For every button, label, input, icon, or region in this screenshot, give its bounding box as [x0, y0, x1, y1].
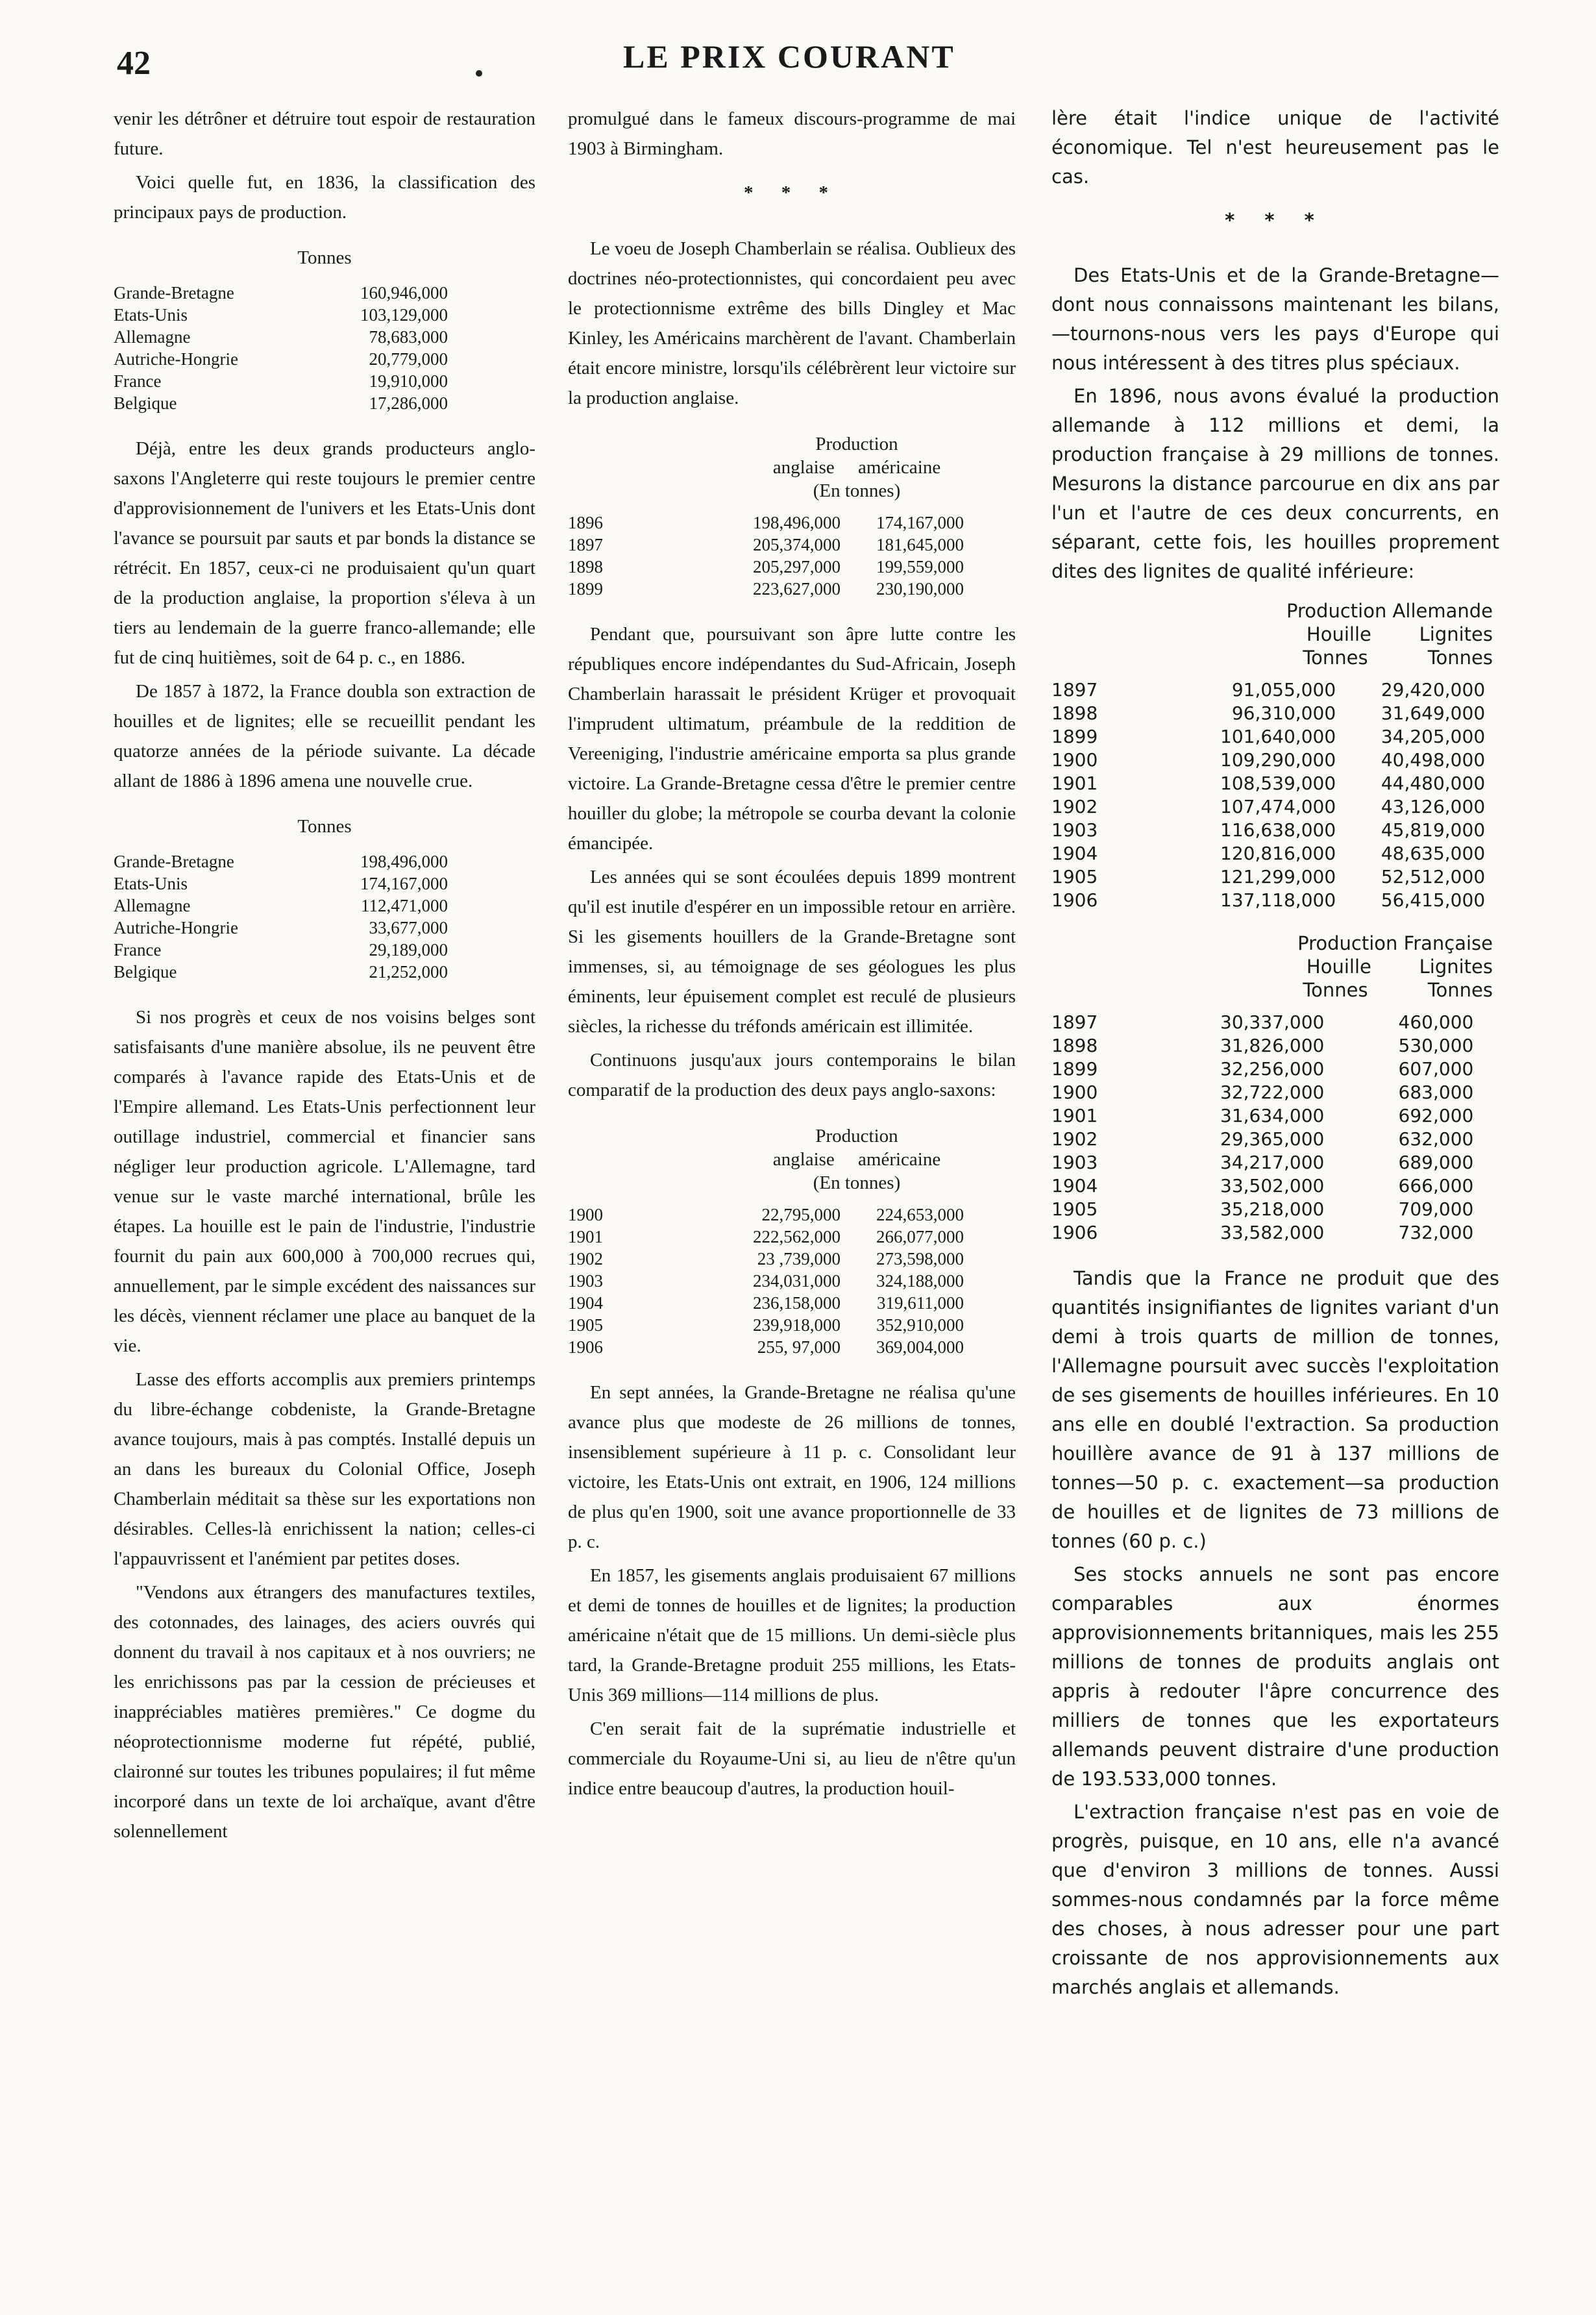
table-cell-a: 236,158,000	[753, 1293, 841, 1313]
table-cell-a: 108,539,000	[1220, 773, 1336, 794]
table-cell-a: 34,217,000	[1220, 1152, 1325, 1173]
paragraph: Pendant que, poursuivant son âpre lutte contre les républiques encore indépendantes du Sud-Africain, Joseph Chamberlain harassait le président Krüger et provoquait l'imprudent ultimatum, préambule de la reddition de Vereeniging, l'industrie américaine emporta sa plus grande victoire. La Grande-Bretagne cessa d'être le premier centre houiller du globe; la métropole se courba devant la colonie émancipée.	[568, 624, 1016, 854]
table-cell-year: 1902	[1051, 1128, 1098, 1150]
table-cell-year: 1902	[1051, 796, 1098, 817]
column-1	[114, 104, 535, 1850]
table-cell-a: 255, 97,000	[757, 1337, 841, 1357]
table-cell-a: 22,795,000	[761, 1205, 841, 1224]
table-cell-year: 1905	[568, 1315, 603, 1335]
table-header-col-a: Houille	[1306, 956, 1371, 978]
table-row	[114, 961, 448, 983]
table-header-unit: (En tonnes)	[813, 1172, 901, 1193]
table-header-col-a: Houille	[1306, 623, 1371, 645]
paragraph: lère était l'indice unique de l'activité économique. Tel n'est heureusement pas le cas.	[1051, 107, 1499, 188]
table-row	[114, 939, 448, 961]
table-cell-year: 1898	[568, 557, 603, 576]
table-cell-a: 234,031,000	[753, 1271, 841, 1291]
table-header-unit-a: Tonnes	[1303, 647, 1368, 669]
table-cell-b: 732,000	[1398, 1222, 1474, 1243]
table-row	[114, 850, 448, 873]
table-cell-b: 52,512,000	[1381, 866, 1486, 887]
table-cell-value: 17,286,000	[369, 393, 448, 413]
table-cell-a: 33,582,000	[1220, 1222, 1325, 1243]
paragraph: promulgué dans le fameux discours-programme de mai 1903 à Birmingham.	[568, 108, 1016, 159]
page-number: 42	[117, 45, 151, 82]
table-cell-year: 1899	[568, 579, 603, 599]
table-cell-b: 44,480,000	[1381, 773, 1486, 794]
table-header-title: Production Française	[1297, 932, 1493, 954]
table-row	[1051, 1034, 1473, 1058]
table-cell-b: 230,190,000	[876, 579, 964, 599]
table-cell-country: Belgique	[114, 393, 177, 413]
table-row	[1051, 1128, 1473, 1151]
table-cell-year: 1897	[1051, 679, 1098, 700]
table-cell-a: 137,118,000	[1220, 889, 1336, 911]
table-cell-b: 324,188,000	[876, 1271, 964, 1291]
paragraph: Lasse des efforts accomplis aux premiers printemps du libre-échange cobdeniste, la Grande-Bretagne avance toujours, mais à pas comptés. Installé depuis un an dans les bureaux du Colonial Office, Joseph Chamberlain méditait sa thèse sur les exportations non désirables. Celles-là enrichissent la nation; celles-ci l'appauvrissent et l'anémient par petites doses.	[114, 1369, 535, 1569]
table-header-title: Production	[815, 1126, 898, 1146]
table-cell-year: 1903	[1051, 819, 1098, 841]
table-cell-a: 32,256,000	[1220, 1058, 1325, 1080]
table-row	[1051, 1198, 1473, 1221]
table-row	[568, 534, 964, 556]
paragraph: Continuons jusqu'aux jours contemporains le bilan comparatif de la production des deux pays anglo-saxons:	[568, 1050, 1016, 1100]
table-row	[114, 370, 448, 392]
table-row	[1051, 842, 1485, 865]
table-cell-year: 1900	[1051, 1082, 1098, 1103]
table-header	[1051, 932, 1499, 1002]
section-separator: * * *	[744, 182, 840, 203]
table-row	[1051, 819, 1485, 842]
table-cell-b: 709,000	[1398, 1198, 1474, 1220]
table-cell-a: 96,310,000	[1231, 702, 1336, 724]
table-cell-year: 1897	[1051, 1011, 1098, 1033]
table-cell-year: 1906	[1051, 889, 1098, 911]
table-header	[568, 1124, 1016, 1195]
paragraph: Des Etats-Unis et de la Grande-Bretagne—dont nous connaissons maintenant les bilans,—tournons-nous vers les pays d'Europe qui nous intéressent à des titres plus spéciaux.	[1051, 264, 1499, 374]
table-cell-year: 1903	[1051, 1152, 1098, 1173]
table-cell-b: 45,819,000	[1381, 819, 1486, 841]
table-row	[568, 1314, 964, 1336]
table-cell-year: 1898	[1051, 1035, 1098, 1056]
table-cell-b: 29,420,000	[1381, 679, 1486, 700]
table-row	[568, 1204, 964, 1226]
table-cell-year: 1899	[1051, 1058, 1098, 1080]
table-cell-b: 607,000	[1398, 1058, 1474, 1080]
table-header-unit-a: Tonnes	[1303, 979, 1368, 1001]
table-cell-country: Autriche-Hongrie	[114, 349, 238, 369]
table-cell-year: 1902	[568, 1249, 603, 1269]
table-row	[1051, 725, 1485, 749]
table-cell-year: 1906	[1051, 1222, 1098, 1243]
paragraph: Les années qui se sont écoulées depuis 1899 montrent qu'il est inutile d'espérer en un impossible retour en arrière. Si les gisements houillers de la Grande-Bretagne sont immenses, si, au témoignage de ses géologues les plus éminents, leur épuisement complet est reculé de plusieurs siècles, la richesse du tréfonds américain est illimitée.	[568, 867, 1016, 1037]
table-header	[1051, 599, 1499, 669]
table-header-col-b: américaine	[858, 457, 941, 478]
table-row	[568, 1248, 964, 1270]
table-header-unit-b: Tonnes	[1427, 979, 1493, 1001]
table-cell-year: 1904	[1051, 1175, 1098, 1196]
paragraph: Ses stocks annuels ne sont pas encore comparables aux énormes approvisionnements britanniques, mais les 255 millions de tonnes de produits anglais ont appris à redouter l'âpre concurrence des milliers de tonnes que les exportateurs allemands peuvent distraire d'une production de 193.533,000 tonnes.	[1051, 1563, 1499, 1790]
table-cell-b: 181,645,000	[876, 535, 964, 554]
table-cell-value: 174,167,000	[360, 874, 448, 893]
column-2	[568, 104, 1016, 1807]
table-cell-year: 1904	[1051, 843, 1098, 864]
paragraph: Tandis que la France ne produit que des quantités insignifiantes de lignites variant d'un demi à trois quarts de million de tonnes, l'Allemagne poursuit avec succès l'exploitation de ses gisements de houilles inférieures. En 10 ans elle en doublé l'extraction. Sa production houillère avance de 91 à 137 millions de tonnes—50 p. c. exactement—sa production de houilles et de lignites de 73 millions de tonnes (60 p. c.)	[1051, 1267, 1499, 1552]
table-cell-b: 369,004,000	[876, 1337, 964, 1357]
table-cell-year: 1899	[1051, 726, 1098, 747]
table-cell-year: 1905	[1051, 866, 1098, 887]
table-cell-value: 112,471,000	[361, 896, 448, 915]
table-cell-b: 530,000	[1398, 1035, 1474, 1056]
table-cell-country: France	[114, 371, 162, 391]
production-table-1896	[114, 850, 448, 983]
table-cell-country: Etats-Unis	[114, 305, 188, 325]
table-header-title: Production	[815, 434, 898, 454]
table-row	[114, 917, 448, 939]
table-cell-a: 35,218,000	[1220, 1198, 1325, 1220]
page-header	[0, 0, 1596, 91]
table-cell-a: 109,290,000	[1220, 749, 1336, 771]
table-header-col-a: anglaise	[772, 457, 835, 478]
table-cell-b: 40,498,000	[1381, 749, 1486, 771]
table-header-col-a: anglaise	[772, 1149, 835, 1170]
table-row	[1051, 1174, 1473, 1198]
table-cell-a: 91,055,000	[1231, 679, 1336, 700]
table-cell-a: 31,634,000	[1220, 1105, 1325, 1126]
paragraph: "Vendons aux étrangers des manufactures textiles, des cotonnades, des lainages, des aciers ouvrés qui donnent du travail à nos capitaux et à nos ouvriers; ne les enrichissons pas par la cession de précieuses et inappréciables matières premières." Ce dogme du néoprotectionnisme moderne fut répété, publié, claironné sur toutes les tribunes populaires; il fut même incorporé dans un texte de loi archaïque, avant d'être solennellement	[114, 1582, 535, 1842]
table-cell-country: Etats-Unis	[114, 874, 188, 893]
table-cell-year: 1905	[1051, 1198, 1098, 1220]
table-cell-value: 33,677,000	[369, 918, 448, 937]
table-cell-value: 103,129,000	[360, 305, 448, 325]
table-cell-country: France	[114, 940, 162, 959]
table-row	[1051, 749, 1485, 772]
table-cell-year: 1904	[568, 1293, 603, 1313]
table-row	[114, 895, 448, 917]
table-cell-country: Grande-Bretagne	[114, 852, 234, 871]
table-header-col-b: américaine	[858, 1149, 941, 1170]
journal-title: LE PRIX COURANT	[623, 38, 955, 75]
table-row	[568, 1292, 964, 1314]
table-cell-a: 101,640,000	[1220, 726, 1336, 747]
table-cell-b: 632,000	[1398, 1128, 1474, 1150]
table-cell-a: 107,474,000	[1220, 796, 1336, 817]
table-cell-a: 239,918,000	[753, 1315, 841, 1335]
column-3	[1051, 104, 1499, 2006]
production-table-anglo-us-1896	[568, 512, 964, 600]
paragraph: En sept années, la Grande-Bretagne ne réalisa qu'une avance plus que modeste de 26 millions de tonnes, insensiblement supérieure à 11 p. c. Consolidant leur victoire, les Etats-Unis ont extrait, en 1906, 124 millions de plus qu'en 1900, soit une avance proportionnelle de 33 p. c.	[568, 1382, 1016, 1552]
table-cell-value: 160,946,000	[360, 283, 448, 303]
table-cell-year: 1901	[1051, 773, 1098, 794]
production-table-france	[1051, 1011, 1473, 1244]
table-cell-a: 23 ,739,000	[757, 1249, 841, 1269]
table-cell-year: 1897	[568, 535, 603, 554]
section-separator: * * *	[1225, 209, 1326, 231]
table-row	[568, 1226, 964, 1248]
table-row	[1051, 889, 1485, 912]
table-row	[114, 348, 448, 370]
table-cell-a: 223,627,000	[753, 579, 841, 599]
table-row	[114, 326, 448, 348]
table-cell-a: 205,297,000	[753, 557, 841, 576]
table-cell-b: 266,077,000	[876, 1227, 964, 1246]
table-header	[568, 432, 1016, 502]
table-cell-year: 1903	[568, 1271, 603, 1291]
table-cell-year: 1901	[568, 1227, 603, 1246]
table-cell-a: 121,299,000	[1220, 866, 1336, 887]
table-cell-b: 460,000	[1398, 1011, 1474, 1033]
table-row	[114, 873, 448, 895]
table-row	[1051, 1104, 1473, 1128]
table-cell-value: 20,779,000	[369, 349, 448, 369]
production-table-1836	[114, 282, 448, 414]
table-cell-b: 31,649,000	[1381, 702, 1486, 724]
table-row	[568, 556, 964, 578]
table-row	[1051, 795, 1485, 819]
table-cell-b: 683,000	[1398, 1082, 1474, 1103]
table-cell-a: 32,722,000	[1220, 1082, 1325, 1103]
table-row	[568, 578, 964, 600]
table-row	[1051, 1151, 1473, 1174]
table-cell-a: 29,365,000	[1220, 1128, 1325, 1150]
table-cell-value: 78,683,000	[369, 327, 448, 347]
table-row	[1051, 1011, 1473, 1034]
table-cell-a: 30,337,000	[1220, 1011, 1325, 1033]
table-cell-b: 34,205,000	[1381, 726, 1486, 747]
table-row	[1051, 865, 1485, 889]
table-cell-b: 352,910,000	[876, 1315, 964, 1335]
table-header-col-b: Lignites	[1419, 623, 1493, 645]
table-cell-country: Belgique	[114, 962, 177, 982]
table-row	[1051, 702, 1485, 725]
table-cell-a: 31,826,000	[1220, 1035, 1325, 1056]
table-cell-b: 199,559,000	[876, 557, 964, 576]
table-cell-a: 222,562,000	[753, 1227, 841, 1246]
table-cell-value: 29,189,000	[369, 940, 448, 959]
table-cell-b: 273,598,000	[876, 1249, 964, 1269]
decorative-dot	[476, 70, 482, 77]
paragraph: En 1896, nous avons évalué la production allemande à 112 millions et demi, la production française à 29 millions de tonnes. Mesurons la distance parcourue en dix ans par l'un et l'autre de ces deux concurrents, en séparant, cette fois, les houilles proprement dites des lignites de qualité inférieure:	[1051, 385, 1499, 582]
table-cell-country: Allemagne	[114, 896, 191, 915]
table-row	[1051, 1081, 1473, 1104]
table-cell-year: 1898	[1051, 702, 1098, 724]
table-header-unit-b: Tonnes	[1427, 647, 1493, 669]
table-unit: Tonnes	[297, 247, 352, 268]
table-cell-b: 43,126,000	[1381, 796, 1486, 817]
table-cell-country: Grande-Bretagne	[114, 283, 234, 303]
paragraph: Si nos progrès et ceux de nos voisins belges sont satisfaisants d'une manière absolue, ils ne peuvent être comparés à l'avance rapide des Etats-Unis et de l'Empire allemand. Les Etats-Unis perfectionnent leur outillage industriel, commercial et financier sans négliger leur production agricole. L'Allemagne, tard venue sur le vaste marché international, brûle les étapes. La houille est le pain de l'industrie, l'industrie fournit du pain aux 600,000 à 700,000 recrues qui, annuellement, par le simple excédent des naissances sur les décès, viennent réclamer une place au banquet de la vie.	[114, 1007, 535, 1356]
table-header-unit: (En tonnes)	[813, 480, 901, 501]
table-row	[1051, 772, 1485, 795]
table-cell-b: 692,000	[1398, 1105, 1474, 1126]
paragraph: Le voeu de Joseph Chamberlain se réalisa. Oublieux des doctrines néo-protectionnistes, qui concordaient peu avec le protectionnisme extrême des bills Dingley et Mac Kinley, les Américains marchèrent de l'avant. Chamberlain était encore ministre, lorsqu'ils célébrèrent leur victoire sur la production anglaise.	[568, 238, 1016, 408]
table-row	[114, 282, 448, 304]
table-row	[1051, 1058, 1473, 1081]
table-cell-value: 198,496,000	[360, 852, 448, 871]
table-row	[568, 1336, 964, 1358]
table-cell-b: 48,635,000	[1381, 843, 1486, 864]
table-cell-b: 319,611,000	[877, 1293, 964, 1313]
table-header-col-b: Lignites	[1419, 956, 1493, 978]
paragraph: Déjà, entre les deux grands producteurs anglo-saxons l'Angleterre qui reste toujours le premier centre d'approvisionnement de l'univers et les Etats-Unis dont l'avance se poursuit par sauts et par bonds la distance se rétrécit. En 1857, ceux-ci ne produisaient qu'un quart de la production anglaise, la proportion s'éleva à un tiers au lendemain de la guerre franco-allemande; elle fut de cinq huitièmes, soit de 64 p. c., en 1886.	[114, 438, 535, 668]
table-cell-country: Autriche-Hongrie	[114, 918, 238, 937]
table-row	[1051, 678, 1485, 702]
table-cell-a: 205,374,000	[753, 535, 841, 554]
table-cell-b: 689,000	[1398, 1152, 1474, 1173]
table-cell-country: Allemagne	[114, 327, 191, 347]
table-cell-a: 116,638,000	[1220, 819, 1336, 841]
table-row	[568, 1270, 964, 1292]
table-cell-b: 224,653,000	[876, 1205, 964, 1224]
table-cell-year: 1901	[1051, 1105, 1098, 1126]
table-cell-year: 1906	[568, 1337, 603, 1357]
paragraph: En 1857, les gisements anglais produisaient 67 millions et demi de tonnes de houilles et de lignites; la production américaine n'était que de 15 millions. Un demi-siècle plus tard, la Grande-Bretagne produit 255 millions, les Etats-Unis 369 millions—114 millions de plus.	[568, 1565, 1016, 1705]
production-table-anglo-us-1900	[568, 1204, 964, 1358]
production-table-germany	[1051, 678, 1485, 912]
table-cell-b: 174,167,000	[876, 513, 964, 532]
table-row	[568, 512, 964, 534]
table-cell-a: 33,502,000	[1220, 1175, 1325, 1196]
table-cell-value: 19,910,000	[369, 371, 448, 391]
paragraph: venir les détrôner et détruire tout espoir de restauration future.	[114, 108, 535, 159]
table-unit: Tonnes	[297, 816, 352, 837]
paragraph: De 1857 à 1872, la France doubla son extraction de houilles et de lignites; elle se recueillit pendant les quatorze années de la période suivante. La décade allant de 1886 à 1896 amena une nouvelle crue.	[114, 681, 535, 791]
paragraph: L'extraction française n'est pas en voie de progrès, puisque, en 10 ans, elle n'a avancé que d'environ 3 millions de tonnes. Aussi sommes-nous condamnés par la force même des choses, à nous adresser pour une part croissante de nos approvisionnements aux marchés anglais et allemands.	[1051, 1801, 1499, 1998]
table-cell-b: 666,000	[1398, 1175, 1474, 1196]
paragraph: C'en serait fait de la suprématie industrielle et commerciale du Royaume-Uni si, au lieu de n'être qu'un indice entre beaucoup d'autres, la production houil-	[568, 1718, 1016, 1799]
table-cell-year: 1900	[1051, 749, 1098, 771]
table-cell-value: 21,252,000	[369, 962, 448, 982]
paragraph: Voici quelle fut, en 1836, la classification des principaux pays de production.	[114, 172, 535, 223]
table-cell-b: 56,415,000	[1381, 889, 1486, 911]
table-cell-a: 198,496,000	[753, 513, 841, 532]
table-row	[114, 392, 448, 414]
table-row	[1051, 1221, 1473, 1244]
table-cell-a: 120,816,000	[1220, 843, 1336, 864]
table-cell-year: 1896	[568, 513, 603, 532]
table-header-title: Production Allemande	[1286, 600, 1493, 622]
table-cell-year: 1900	[568, 1205, 603, 1224]
table-row	[114, 304, 448, 326]
